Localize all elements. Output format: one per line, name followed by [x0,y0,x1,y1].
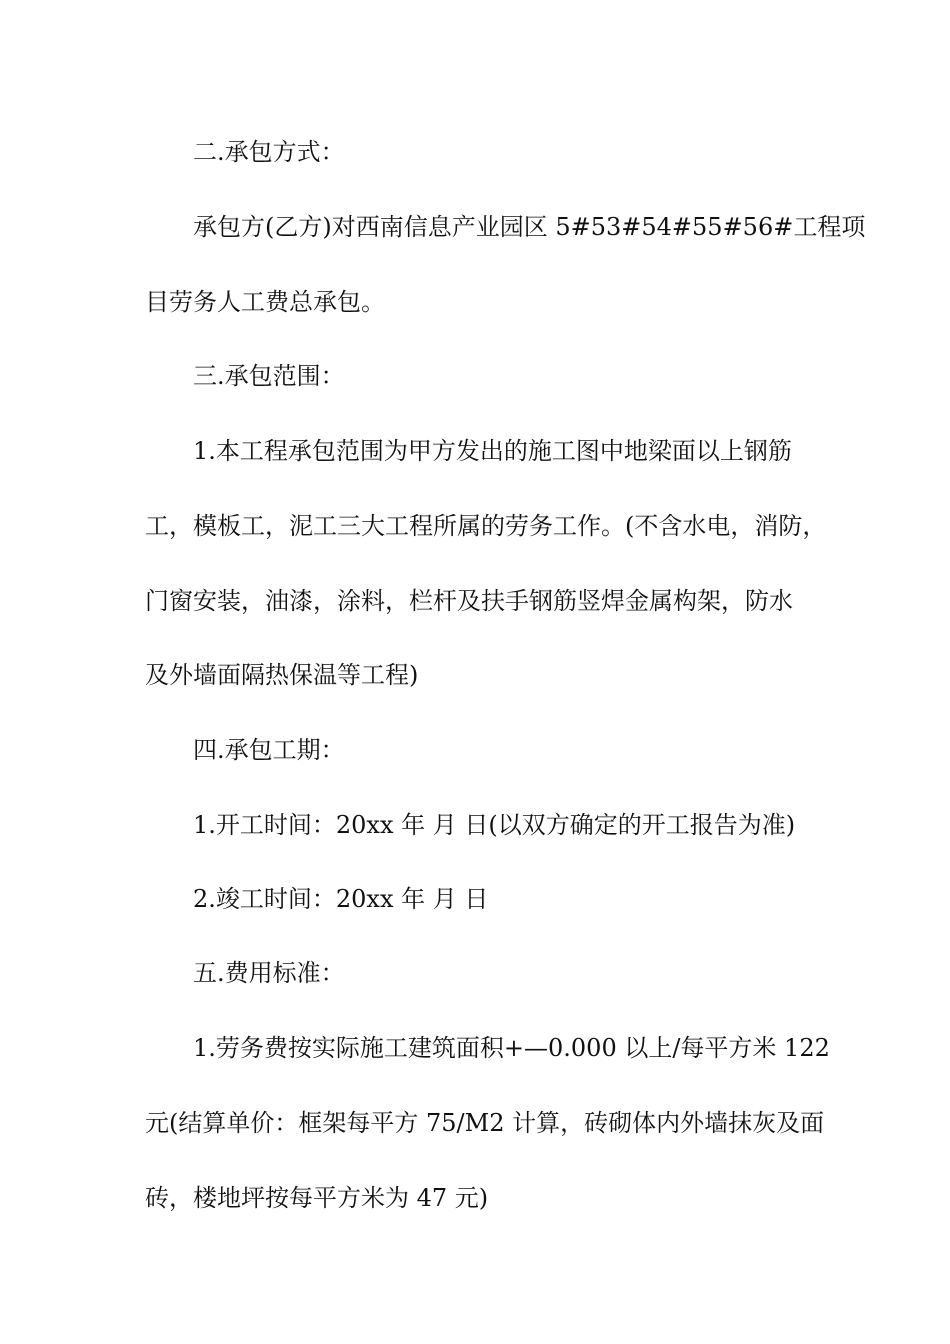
paragraph-line: 承包方(乙方)对西南信息产业园区 5#53#54#55#56#工程项 [193,213,866,241]
paragraph-line: 门窗安装，油漆，涂料，栏杆及扶手钢筋竖焊金属构架，防水 [145,587,793,615]
paragraph-line: 2.竣工时间：20xx 年 月 日 [193,885,489,913]
paragraph-line: 1.开工时间：20xx 年 月 日(以双方确定的开工报告为准) [193,811,796,839]
section-heading-contract-scope: 三.承包范围： [193,362,345,390]
paragraph-line: 目劳务人工费总承包。 [145,288,385,316]
paragraph-line: 工，模板工，泥工三大工程所属的劳务工作。(不含水电，消防， [145,512,827,540]
section-heading-fee-standard: 五.费用标准： [193,959,345,987]
paragraph-line: 元(结算单价：框架每平方 75/M2 计算，砖砌体内外墙抹灰及面 [145,1109,825,1137]
paragraph-line: 1.劳务费按实际施工建筑面积+—0.000 以上/每平方米 122 [193,1034,830,1062]
section-heading-contract-method: 二.承包方式： [193,138,345,166]
paragraph-line: 1.本工程承包范围为甲方发出的施工图中地梁面以上钢筋 [193,437,792,465]
paragraph-line: 及外墙面隔热保温等工程) [145,661,419,689]
section-heading-contract-period: 四.承包工期： [193,736,345,764]
paragraph-line: 砖，楼地坪按每平方米为 47 元) [145,1184,489,1212]
